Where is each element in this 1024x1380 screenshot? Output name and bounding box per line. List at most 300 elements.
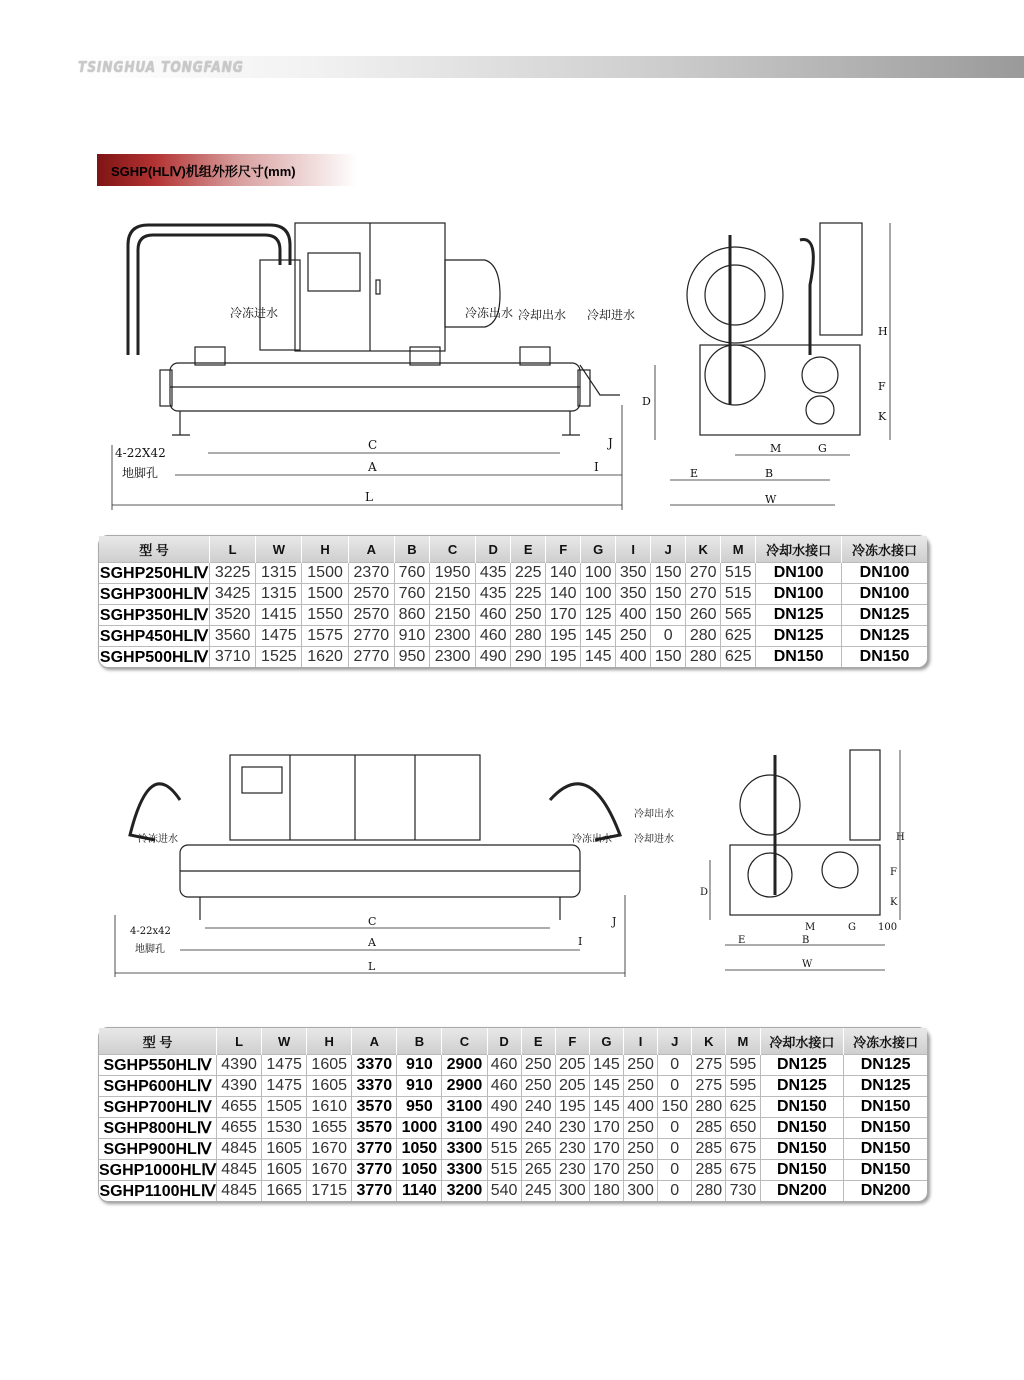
table-cell: 3560 (210, 626, 256, 647)
table-header-cell: H (307, 1028, 352, 1055)
table-cell: 4655 (217, 1097, 262, 1118)
table-cell: 1500 (302, 563, 348, 584)
model-cell: SGHP800HLⅣ (99, 1118, 217, 1139)
table-cell: 675 (726, 1139, 760, 1160)
table-header-cell: D (487, 1028, 521, 1055)
drawing-2-side-view (110, 745, 674, 980)
table-cell: 225 (511, 563, 546, 584)
table-cell: 675 (726, 1160, 760, 1181)
table-cell: 490 (487, 1118, 521, 1139)
dim-F-2: F (890, 867, 897, 878)
table-cell: 1315 (256, 563, 302, 584)
table-cell: 950 (394, 647, 429, 668)
table-cell: 3520 (210, 605, 256, 626)
table-cell: 1475 (256, 626, 302, 647)
table-cell: 4390 (217, 1055, 262, 1076)
table-header-cell: K (686, 536, 721, 563)
table-cell: 1665 (262, 1181, 307, 1202)
table-cell: 2900 (442, 1076, 487, 1097)
table-cell: 490 (476, 647, 511, 668)
table-header-cell: 冷却水接口 (756, 536, 842, 563)
table-header-cell: F (546, 536, 581, 563)
table-cell: 300 (555, 1181, 589, 1202)
table-cell: 250 (511, 605, 546, 626)
table-cell: 515 (487, 1139, 521, 1160)
drawing-2-end-view (700, 745, 915, 980)
table-cell: 170 (589, 1118, 623, 1139)
table-header-cell: C (429, 536, 475, 563)
table-cell: 250 (624, 1139, 658, 1160)
table-cell: 145 (581, 626, 616, 647)
table-cell: 280 (692, 1181, 726, 1202)
table-cell: DN150 (844, 1139, 927, 1160)
table-cell: 3370 (352, 1076, 397, 1097)
table-header-cell: E (511, 536, 546, 563)
table-cell: 625 (726, 1097, 760, 1118)
table-cell: 0 (658, 1160, 692, 1181)
table-header-cell: G (581, 536, 616, 563)
table-cell: 125 (581, 605, 616, 626)
model-cell: SGHP600HLⅣ (99, 1076, 217, 1097)
dim-M-2: M (805, 922, 816, 933)
dim-100-2: 100 (878, 922, 898, 933)
table-cell: 1715 (307, 1181, 352, 1202)
table-cell: 760 (394, 584, 429, 605)
table-cell: 2300 (429, 626, 475, 647)
model-cell: SGHP1000HLⅣ (99, 1160, 217, 1181)
label-anchor-2: 地脚孔 (135, 944, 165, 955)
label-bolt-2: 4-22x42 (130, 926, 171, 937)
table-cell: 1050 (397, 1139, 442, 1160)
table-cell: DN100 (756, 563, 842, 584)
table-cell: 145 (589, 1076, 623, 1097)
table-row (99, 563, 927, 584)
dim-I-2: I (578, 935, 583, 948)
table-cell: DN150 (844, 1160, 927, 1181)
label-cooling-out-2: 冷却出水 (634, 809, 674, 820)
table-row (99, 1160, 927, 1181)
section-title-text: SGHP(HLⅣ)机组外形尺寸(mm) (111, 164, 296, 179)
table-cell: 1605 (307, 1076, 352, 1097)
dim-H-2: H (896, 832, 905, 843)
table-cell: 280 (686, 647, 721, 668)
table-cell: 0 (658, 1055, 692, 1076)
table-cell: 195 (546, 626, 581, 647)
table-cell: 1610 (307, 1097, 352, 1118)
table-cell: 265 (521, 1139, 555, 1160)
table-row (99, 626, 927, 647)
table-cell: 265 (521, 1160, 555, 1181)
table-cell: 3200 (442, 1181, 487, 1202)
table-cell: DN125 (756, 605, 842, 626)
table-cell: 3570 (352, 1118, 397, 1139)
table-cell: 0 (658, 1118, 692, 1139)
table-row (99, 1118, 927, 1139)
table-cell: 275 (692, 1055, 726, 1076)
table-cell: 760 (394, 563, 429, 584)
table-cell: 275 (692, 1076, 726, 1097)
table-cell: 170 (546, 605, 581, 626)
table-cell: 460 (487, 1055, 521, 1076)
table-cell: 2570 (348, 605, 394, 626)
dim-D: D (642, 395, 651, 408)
label-chilled-in: 冷冻进水 (230, 306, 279, 320)
table-header-cell: L (217, 1028, 262, 1055)
table-cell: 1050 (397, 1160, 442, 1181)
table-row (99, 1139, 927, 1160)
table-cell: 4390 (217, 1076, 262, 1097)
table-cell: DN150 (760, 1097, 844, 1118)
table-cell: 3300 (442, 1139, 487, 1160)
table-cell: 730 (726, 1181, 760, 1202)
table-cell: DN150 (760, 1118, 844, 1139)
dim-K: K (878, 410, 887, 423)
dim-I: I (594, 460, 599, 474)
table-cell: 435 (476, 563, 511, 584)
table-cell: DN150 (760, 1139, 844, 1160)
table-cell: 625 (721, 626, 756, 647)
dim-K-2: K (890, 897, 898, 908)
table-cell: 910 (397, 1076, 442, 1097)
table-header-cell: 冷却水接口 (760, 1028, 844, 1055)
table-header-cell: M (721, 536, 756, 563)
table-header-cell: B (397, 1028, 442, 1055)
table-cell: 435 (476, 584, 511, 605)
table-cell: 140 (546, 584, 581, 605)
model-cell: SGHP250HLⅣ (99, 563, 210, 584)
table-cell: 285 (692, 1139, 726, 1160)
dim-C-2: C (368, 915, 377, 928)
label-anchor: 地脚孔 (122, 466, 159, 480)
table-header-cell: A (348, 536, 394, 563)
table-row (99, 1097, 927, 1118)
dim-J-2: J (612, 915, 617, 928)
table-cell: 280 (692, 1097, 726, 1118)
table-row (99, 1181, 927, 1202)
table-cell: 280 (511, 626, 546, 647)
table-cell: 1575 (302, 626, 348, 647)
label-chilled-out-2: 冷冻出水 (572, 834, 612, 845)
table-cell: DN100 (756, 584, 842, 605)
table-cell: 1505 (262, 1097, 307, 1118)
table-cell: 1415 (256, 605, 302, 626)
table-cell: 290 (511, 647, 546, 668)
table-cell: 245 (521, 1181, 555, 1202)
table-cell: 3300 (442, 1160, 487, 1181)
table-cell: 250 (624, 1076, 658, 1097)
table-cell: 150 (651, 647, 686, 668)
table-cell: 0 (658, 1076, 692, 1097)
table-cell: 400 (616, 647, 651, 668)
dim-W-2: W (802, 959, 813, 970)
table-cell: DN125 (842, 605, 927, 626)
table-cell: DN125 (760, 1076, 844, 1097)
table-cell: 145 (589, 1055, 623, 1076)
model-cell: SGHP550HLⅣ (99, 1055, 217, 1076)
table-cell: 350 (616, 563, 651, 584)
table-cell: 490 (487, 1097, 521, 1118)
table-cell: 260 (686, 605, 721, 626)
table-cell: 230 (555, 1118, 589, 1139)
table-cell: 150 (658, 1097, 692, 1118)
dim-J: J (608, 436, 613, 450)
table-cell: 2770 (348, 626, 394, 647)
table-cell: 240 (521, 1097, 555, 1118)
table-header-cell: J (658, 1028, 692, 1055)
table-cell: 100 (581, 584, 616, 605)
table-header-cell: 冷冻水接口 (844, 1028, 927, 1055)
table-cell: DN150 (842, 647, 927, 668)
label-cooling-in: 冷却进水 (587, 308, 636, 322)
table-cell: 1605 (307, 1055, 352, 1076)
table-cell: 860 (394, 605, 429, 626)
dim-E-2: E (738, 935, 746, 946)
table-header-cell: W (262, 1028, 307, 1055)
table-header-cell: W (256, 536, 302, 563)
table-header-cell: 型 号 (99, 536, 210, 563)
table-cell: 910 (394, 626, 429, 647)
dim-B: B (765, 467, 774, 480)
model-cell: SGHP350HLⅣ (99, 605, 210, 626)
table-cell: 0 (658, 1181, 692, 1202)
table-cell: 950 (397, 1097, 442, 1118)
table-cell: 1140 (397, 1181, 442, 1202)
table-cell: DN125 (760, 1055, 844, 1076)
table-cell: 910 (397, 1055, 442, 1076)
brand-logo: TSINGHUA TONGFANG (78, 58, 244, 76)
table-cell: 540 (487, 1181, 521, 1202)
dim-M: M (770, 442, 782, 455)
table-cell: 195 (546, 647, 581, 668)
table-cell: 1670 (307, 1160, 352, 1181)
table-cell: 285 (692, 1160, 726, 1181)
table-cell: 145 (589, 1097, 623, 1118)
table-header-cell: 型 号 (99, 1028, 217, 1055)
table-cell: DN125 (756, 626, 842, 647)
table-row (99, 584, 927, 605)
table-cell: 240 (521, 1118, 555, 1139)
table-cell: 3100 (442, 1118, 487, 1139)
table-cell: DN150 (844, 1097, 927, 1118)
table-cell: 270 (686, 584, 721, 605)
table-cell: 4845 (217, 1139, 262, 1160)
table-cell: 280 (686, 626, 721, 647)
table-cell: 650 (726, 1118, 760, 1139)
dim-H: H (878, 325, 888, 338)
table-cell: 1950 (429, 563, 475, 584)
table-cell: 3570 (352, 1097, 397, 1118)
table-header-cell: C (442, 1028, 487, 1055)
table-cell: 4845 (217, 1181, 262, 1202)
table-cell: 2900 (442, 1055, 487, 1076)
table-cell: 2150 (429, 584, 475, 605)
table-cell: 205 (555, 1055, 589, 1076)
table-cell: 1525 (256, 647, 302, 668)
table-cell: 225 (511, 584, 546, 605)
table-cell: 595 (726, 1076, 760, 1097)
table-cell: 1670 (307, 1139, 352, 1160)
table-cell: 515 (721, 563, 756, 584)
table-cell: 2300 (429, 647, 475, 668)
table-cell: 1000 (397, 1118, 442, 1139)
table-cell: 285 (692, 1118, 726, 1139)
dim-L-2: L (368, 960, 376, 973)
table-cell: DN125 (844, 1055, 927, 1076)
table-cell: DN150 (844, 1118, 927, 1139)
dim-W: W (765, 493, 777, 506)
table-header-cell: 冷冻水接口 (842, 536, 927, 563)
table-cell: DN150 (760, 1160, 844, 1181)
table-cell: 100 (581, 563, 616, 584)
table-header-cell: G (589, 1028, 623, 1055)
table-header-cell: K (692, 1028, 726, 1055)
dim-A: A (368, 460, 377, 474)
table-cell: DN100 (842, 563, 927, 584)
table-cell: 300 (624, 1181, 658, 1202)
label-bolt: 4-22X42 (115, 446, 166, 460)
table-cell: 1475 (262, 1076, 307, 1097)
dim-E: E (690, 467, 699, 480)
spec-table-1 (98, 535, 928, 668)
dim-A-2: A (368, 936, 376, 949)
table-cell: 150 (651, 563, 686, 584)
table-cell: 170 (589, 1160, 623, 1181)
table-cell: 0 (658, 1139, 692, 1160)
table-cell: 2770 (348, 647, 394, 668)
table-row (99, 647, 927, 668)
table-cell: 250 (624, 1160, 658, 1181)
table-cell: 170 (589, 1139, 623, 1160)
table-cell: DN125 (844, 1076, 927, 1097)
table-cell: 3425 (210, 584, 256, 605)
table-row (99, 1055, 927, 1076)
table-cell: 3100 (442, 1097, 487, 1118)
table-cell: 625 (721, 647, 756, 668)
table-cell: DN200 (844, 1181, 927, 1202)
table-cell: 2570 (348, 584, 394, 605)
model-cell: SGHP900HLⅣ (99, 1139, 217, 1160)
table-cell: 150 (651, 605, 686, 626)
table-header-cell: A (352, 1028, 397, 1055)
table-cell: 3370 (352, 1055, 397, 1076)
table-row (99, 605, 927, 626)
dim-L: L (365, 490, 373, 504)
model-cell: SGHP1100HLⅣ (99, 1181, 217, 1202)
table-cell: 0 (651, 626, 686, 647)
dim-G-2: G (848, 922, 856, 933)
table-cell: 515 (487, 1160, 521, 1181)
table-cell: 180 (589, 1181, 623, 1202)
table-cell: 1530 (262, 1118, 307, 1139)
label-cooling-out: 冷却出水 (518, 308, 567, 322)
table-cell: 350 (616, 584, 651, 605)
table-cell: 460 (476, 626, 511, 647)
table-cell: 2370 (348, 563, 394, 584)
table-cell: 3710 (210, 647, 256, 668)
table-cell: 3770 (352, 1181, 397, 1202)
table-cell: DN200 (760, 1181, 844, 1202)
drawing-1-side-view (100, 205, 640, 515)
table-cell: 250 (624, 1118, 658, 1139)
table-cell: 230 (555, 1139, 589, 1160)
table-row (99, 1076, 927, 1097)
label-chilled-out: 冷冻出水 (465, 306, 514, 320)
table-cell: 250 (521, 1055, 555, 1076)
table-cell: 1315 (256, 584, 302, 605)
table-cell: 150 (651, 584, 686, 605)
table-cell: 4655 (217, 1118, 262, 1139)
table-cell: 145 (581, 647, 616, 668)
spec-table-2 (98, 1027, 928, 1202)
dim-F: F (878, 380, 886, 393)
table-header-cell: H (302, 536, 348, 563)
table-header-cell: I (624, 1028, 658, 1055)
table-cell: 1605 (262, 1160, 307, 1181)
model-cell: SGHP500HLⅣ (99, 647, 210, 668)
table-cell: DN100 (842, 584, 927, 605)
table-cell: 1605 (262, 1139, 307, 1160)
drawing-1-end-view (642, 205, 910, 515)
table-cell: 230 (555, 1160, 589, 1181)
table-header-cell: J (651, 536, 686, 563)
table-header-cell: L (210, 536, 256, 563)
table-cell: 1475 (262, 1055, 307, 1076)
model-cell: SGHP450HLⅣ (99, 626, 210, 647)
table-cell: 1620 (302, 647, 348, 668)
model-cell: SGHP300HLⅣ (99, 584, 210, 605)
table-cell: 515 (721, 584, 756, 605)
table-cell: DN150 (756, 647, 842, 668)
table-cell: DN125 (842, 626, 927, 647)
table-cell: 460 (487, 1076, 521, 1097)
table-cell: 565 (721, 605, 756, 626)
table-cell: 400 (616, 605, 651, 626)
table-cell: 595 (726, 1055, 760, 1076)
label-chilled-in-2: 冷冻进水 (138, 834, 178, 845)
table-header-cell: M (726, 1028, 760, 1055)
dim-C: C (368, 438, 378, 452)
table-cell: 250 (521, 1076, 555, 1097)
table-header-cell: B (394, 536, 429, 563)
table-header-cell: D (476, 536, 511, 563)
table-cell: 1550 (302, 605, 348, 626)
table-header-cell: I (616, 536, 651, 563)
table-cell: 3770 (352, 1139, 397, 1160)
label-cooling-in-2: 冷却进水 (634, 834, 674, 845)
table-cell: 270 (686, 563, 721, 584)
table-cell: 3225 (210, 563, 256, 584)
table-cell: 2150 (429, 605, 475, 626)
table-header-cell: E (521, 1028, 555, 1055)
model-cell: SGHP700HLⅣ (99, 1097, 217, 1118)
table-cell: 1655 (307, 1118, 352, 1139)
table-cell: 195 (555, 1097, 589, 1118)
table-cell: 1500 (302, 584, 348, 605)
table-cell: 460 (476, 605, 511, 626)
table-cell: 205 (555, 1076, 589, 1097)
table-cell: 3770 (352, 1160, 397, 1181)
table-cell: 250 (624, 1055, 658, 1076)
table-cell: 250 (616, 626, 651, 647)
table-cell: 4845 (217, 1160, 262, 1181)
dim-B-2: B (802, 935, 810, 946)
dim-G: G (818, 442, 827, 455)
table-header-cell: F (555, 1028, 589, 1055)
section-title (97, 154, 357, 186)
dim-D-2: D (700, 887, 709, 898)
table-cell: 400 (624, 1097, 658, 1118)
table-cell: 140 (546, 563, 581, 584)
